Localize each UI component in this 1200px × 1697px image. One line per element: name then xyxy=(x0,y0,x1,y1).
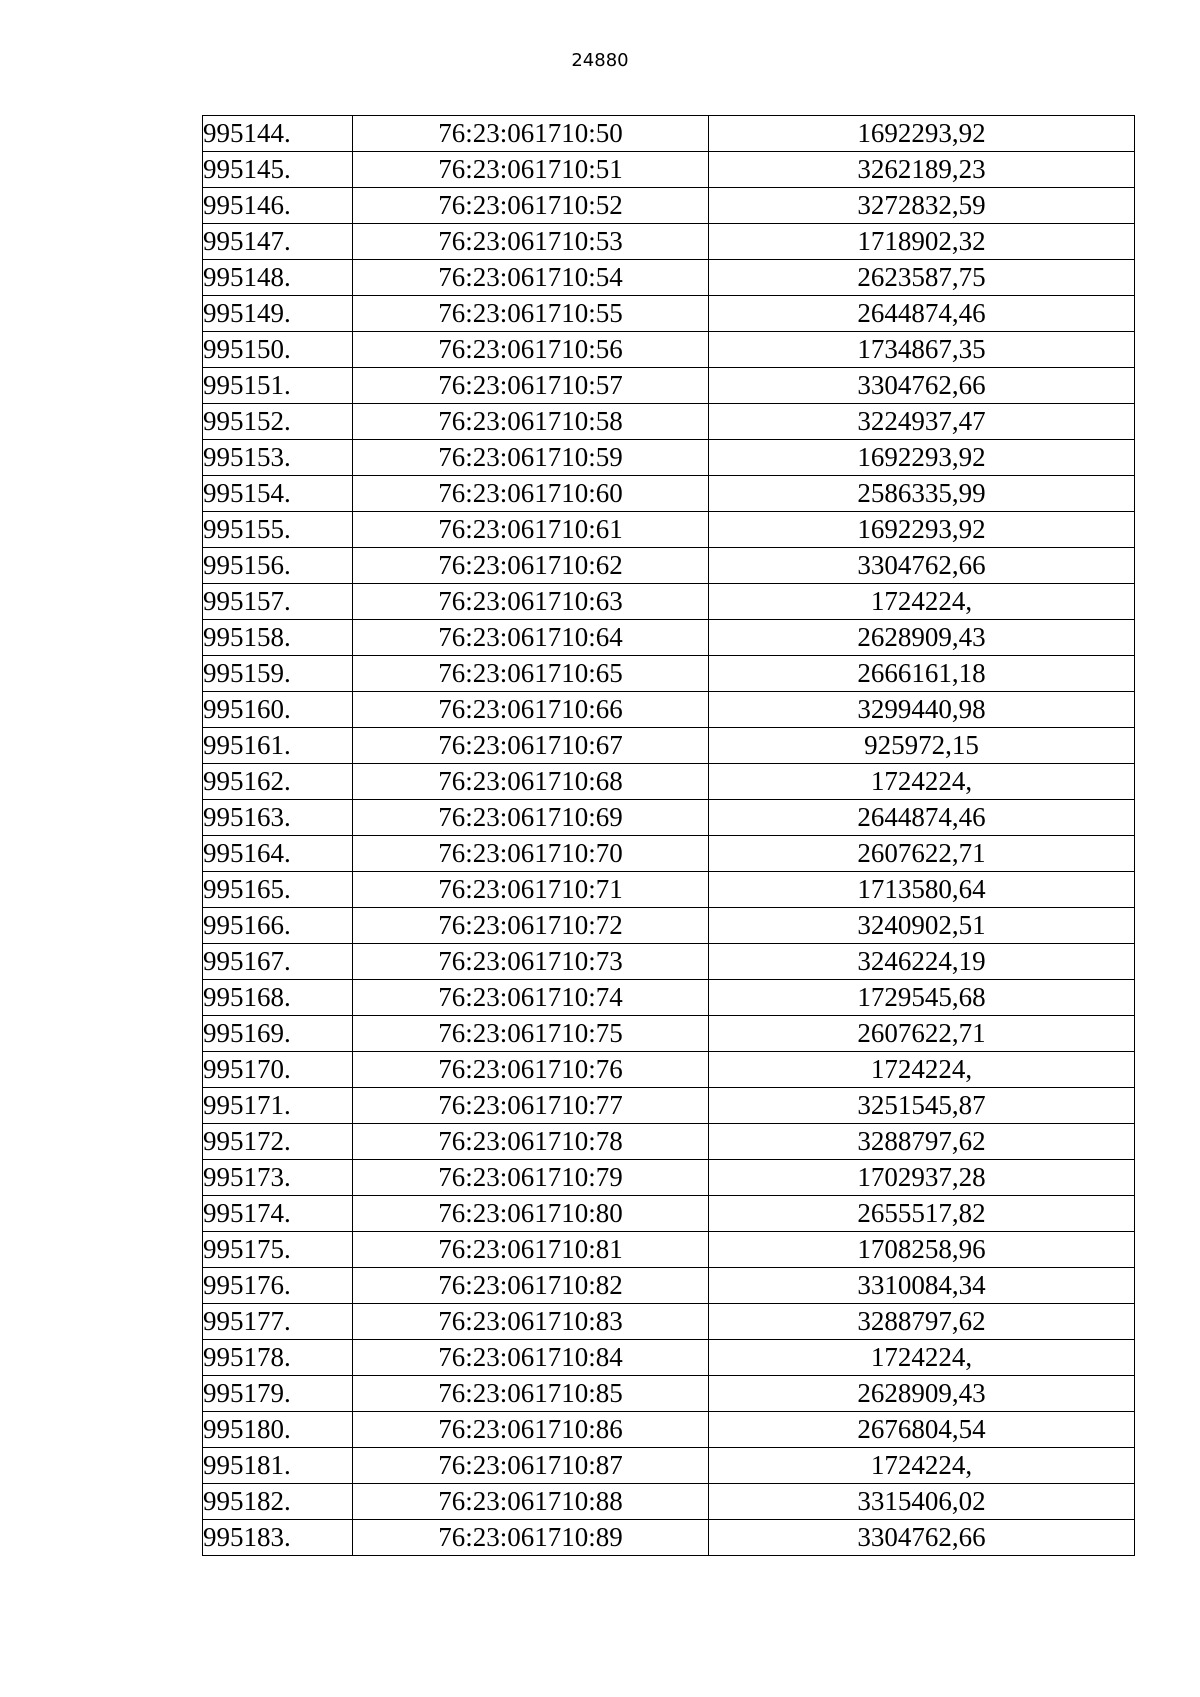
row-number-cell: 995156. xyxy=(203,548,353,584)
row-number-cell: 995181. xyxy=(203,1448,353,1484)
table-row xyxy=(203,980,1135,1016)
cadastral-value-cell: 3299440,98 xyxy=(709,692,1135,728)
row-number-cell: 995169. xyxy=(203,1016,353,1052)
row-number-cell: 995162. xyxy=(203,764,353,800)
cadastral-number-cell: 76:23:061710:61 xyxy=(353,512,709,548)
row-number-cell: 995155. xyxy=(203,512,353,548)
cadastral-number-cell: 76:23:061710:65 xyxy=(353,656,709,692)
cadastral-value-cell: 1708258,96 xyxy=(709,1232,1135,1268)
cadastral-value-cell: 3304762,66 xyxy=(709,548,1135,584)
cadastral-number-cell: 76:23:061710:79 xyxy=(353,1160,709,1196)
cadastral-value-cell: 2628909,43 xyxy=(709,1376,1135,1412)
row-number-cell: 995145. xyxy=(203,152,353,188)
cadastral-number-cell: 76:23:061710:55 xyxy=(353,296,709,332)
cadastral-value-cell: 3288797,62 xyxy=(709,1304,1135,1340)
cadastral-number-cell: 76:23:061710:80 xyxy=(353,1196,709,1232)
cadastral-value-cell: 3262189,23 xyxy=(709,152,1135,188)
cadastral-value-cell: 3224937,47 xyxy=(709,404,1135,440)
table-row xyxy=(203,1412,1135,1448)
row-number-cell: 995174. xyxy=(203,1196,353,1232)
cadastral-number-cell: 76:23:061710:56 xyxy=(353,332,709,368)
cadastral-number-cell: 76:23:061710:63 xyxy=(353,584,709,620)
cadastral-value-cell: 1718902,32 xyxy=(709,224,1135,260)
cadastral-value-cell: 2644874,46 xyxy=(709,296,1135,332)
row-number-cell: 995166. xyxy=(203,908,353,944)
cadastral-number-cell: 76:23:061710:78 xyxy=(353,1124,709,1160)
cadastral-value-cell: 1724224, xyxy=(709,1448,1135,1484)
cadastral-number-cell: 76:23:061710:72 xyxy=(353,908,709,944)
table-row xyxy=(203,368,1135,404)
row-number-cell: 995144. xyxy=(203,116,353,152)
table-row xyxy=(203,764,1135,800)
page-number: 24880 xyxy=(571,50,629,71)
row-number-cell: 995175. xyxy=(203,1232,353,1268)
row-number-cell: 995149. xyxy=(203,296,353,332)
row-number-cell: 995146. xyxy=(203,188,353,224)
table-row xyxy=(203,872,1135,908)
cadastral-number-cell: 76:23:061710:58 xyxy=(353,404,709,440)
cadastral-number-cell: 76:23:061710:85 xyxy=(353,1376,709,1412)
cadastral-number-cell: 76:23:061710:74 xyxy=(353,980,709,1016)
row-number-cell: 995152. xyxy=(203,404,353,440)
cadastral-number-cell: 76:23:061710:77 xyxy=(353,1088,709,1124)
row-number-cell: 995173. xyxy=(203,1160,353,1196)
row-number-cell: 995171. xyxy=(203,1088,353,1124)
cadastral-number-cell: 76:23:061710:87 xyxy=(353,1448,709,1484)
cadastral-number-cell: 76:23:061710:53 xyxy=(353,224,709,260)
cadastral-value-cell: 1692293,92 xyxy=(709,512,1135,548)
cadastral-number-cell: 76:23:061710:81 xyxy=(353,1232,709,1268)
cadastral-value-cell: 2676804,54 xyxy=(709,1412,1135,1448)
row-number-cell: 995170. xyxy=(203,1052,353,1088)
cadastral-value-cell: 1734867,35 xyxy=(709,332,1135,368)
cadastral-value-cell: 3288797,62 xyxy=(709,1124,1135,1160)
table-row xyxy=(203,1160,1135,1196)
table-row xyxy=(203,332,1135,368)
cadastral-number-cell: 76:23:061710:76 xyxy=(353,1052,709,1088)
cadastral-value-cell: 1724224, xyxy=(709,1052,1135,1088)
cadastral-number-cell: 76:23:061710:60 xyxy=(353,476,709,512)
cadastral-number-cell: 76:23:061710:70 xyxy=(353,836,709,872)
cadastral-value-cell: 1702937,28 xyxy=(709,1160,1135,1196)
row-number-cell: 995158. xyxy=(203,620,353,656)
cadastral-number-cell: 76:23:061710:64 xyxy=(353,620,709,656)
cadastral-value-cell: 2628909,43 xyxy=(709,620,1135,656)
cadastral-number-cell: 76:23:061710:82 xyxy=(353,1268,709,1304)
cadastral-value-table xyxy=(202,115,1135,1556)
table-row xyxy=(203,476,1135,512)
table-row xyxy=(203,944,1135,980)
cadastral-value-cell: 2623587,75 xyxy=(709,260,1135,296)
table-row xyxy=(203,188,1135,224)
row-number-cell: 995172. xyxy=(203,1124,353,1160)
table-row xyxy=(203,836,1135,872)
row-number-cell: 995150. xyxy=(203,332,353,368)
cadastral-value-cell: 2666161,18 xyxy=(709,656,1135,692)
cadastral-value-cell: 3315406,02 xyxy=(709,1484,1135,1520)
cadastral-value-cell: 3304762,66 xyxy=(709,1520,1135,1556)
table-row xyxy=(203,1268,1135,1304)
row-number-cell: 995154. xyxy=(203,476,353,512)
table-row xyxy=(203,548,1135,584)
cadastral-value-cell: 1713580,64 xyxy=(709,872,1135,908)
row-number-cell: 995157. xyxy=(203,584,353,620)
cadastral-value-cell: 1692293,92 xyxy=(709,116,1135,152)
cadastral-value-cell: 1724224, xyxy=(709,584,1135,620)
table-row xyxy=(203,1304,1135,1340)
table-row xyxy=(203,1124,1135,1160)
table-row xyxy=(203,1052,1135,1088)
cadastral-number-cell: 76:23:061710:59 xyxy=(353,440,709,476)
cadastral-number-cell: 76:23:061710:50 xyxy=(353,116,709,152)
table-row xyxy=(203,224,1135,260)
cadastral-value-cell: 1729545,68 xyxy=(709,980,1135,1016)
row-number-cell: 995179. xyxy=(203,1376,353,1412)
cadastral-number-cell: 76:23:061710:68 xyxy=(353,764,709,800)
table-row xyxy=(203,1448,1135,1484)
table-row xyxy=(203,404,1135,440)
row-number-cell: 995180. xyxy=(203,1412,353,1448)
cadastral-value-cell: 2607622,71 xyxy=(709,1016,1135,1052)
table-row xyxy=(203,656,1135,692)
table-row xyxy=(203,620,1135,656)
cadastral-number-cell: 76:23:061710:51 xyxy=(353,152,709,188)
cadastral-number-cell: 76:23:061710:66 xyxy=(353,692,709,728)
cadastral-value-cell: 3240902,51 xyxy=(709,908,1135,944)
row-number-cell: 995163. xyxy=(203,800,353,836)
cadastral-number-cell: 76:23:061710:84 xyxy=(353,1340,709,1376)
cadastral-value-cell: 2586335,99 xyxy=(709,476,1135,512)
row-number-cell: 995183. xyxy=(203,1520,353,1556)
cadastral-number-cell: 76:23:061710:67 xyxy=(353,728,709,764)
cadastral-number-cell: 76:23:061710:75 xyxy=(353,1016,709,1052)
row-number-cell: 995164. xyxy=(203,836,353,872)
table-row xyxy=(203,440,1135,476)
cadastral-number-cell: 76:23:061710:62 xyxy=(353,548,709,584)
cadastral-value-cell: 3310084,34 xyxy=(709,1268,1135,1304)
row-number-cell: 995176. xyxy=(203,1268,353,1304)
cadastral-number-cell: 76:23:061710:69 xyxy=(353,800,709,836)
table-row xyxy=(203,116,1135,152)
table-row xyxy=(203,1088,1135,1124)
table-row xyxy=(203,1016,1135,1052)
row-number-cell: 995153. xyxy=(203,440,353,476)
cadastral-value-cell: 1692293,92 xyxy=(709,440,1135,476)
table-row xyxy=(203,260,1135,296)
cadastral-number-cell: 76:23:061710:71 xyxy=(353,872,709,908)
cadastral-value-cell: 3246224,19 xyxy=(709,944,1135,980)
table-row xyxy=(203,1376,1135,1412)
table-row xyxy=(203,1340,1135,1376)
row-number-cell: 995182. xyxy=(203,1484,353,1520)
table-row xyxy=(203,692,1135,728)
cadastral-number-cell: 76:23:061710:86 xyxy=(353,1412,709,1448)
row-number-cell: 995168. xyxy=(203,980,353,1016)
cadastral-value-cell: 3251545,87 xyxy=(709,1088,1135,1124)
table-row xyxy=(203,728,1135,764)
table-row xyxy=(203,800,1135,836)
cadastral-value-cell: 925972,15 xyxy=(709,728,1135,764)
row-number-cell: 995167. xyxy=(203,944,353,980)
cadastral-number-cell: 76:23:061710:83 xyxy=(353,1304,709,1340)
cadastral-number-cell: 76:23:061710:73 xyxy=(353,944,709,980)
cadastral-number-cell: 76:23:061710:52 xyxy=(353,188,709,224)
row-number-cell: 995147. xyxy=(203,224,353,260)
cadastral-number-cell: 76:23:061710:54 xyxy=(353,260,709,296)
row-number-cell: 995148. xyxy=(203,260,353,296)
table-row xyxy=(203,512,1135,548)
cadastral-value-cell: 1724224, xyxy=(709,764,1135,800)
row-number-cell: 995177. xyxy=(203,1304,353,1340)
cadastral-number-cell: 76:23:061710:89 xyxy=(353,1520,709,1556)
cadastral-value-cell: 2655517,82 xyxy=(709,1196,1135,1232)
cadastral-value-cell: 3272832,59 xyxy=(709,188,1135,224)
table-row xyxy=(203,1520,1135,1556)
cadastral-value-cell: 2607622,71 xyxy=(709,836,1135,872)
cadastral-value-cell: 2644874,46 xyxy=(709,800,1135,836)
table-body xyxy=(203,116,1135,1556)
row-number-cell: 995160. xyxy=(203,692,353,728)
table-row xyxy=(203,908,1135,944)
cadastral-value-cell: 1724224, xyxy=(709,1340,1135,1376)
table-row xyxy=(203,1196,1135,1232)
row-number-cell: 995159. xyxy=(203,656,353,692)
row-number-cell: 995161. xyxy=(203,728,353,764)
table-row xyxy=(203,1484,1135,1520)
cadastral-number-cell: 76:23:061710:57 xyxy=(353,368,709,404)
row-number-cell: 995178. xyxy=(203,1340,353,1376)
table-row xyxy=(203,584,1135,620)
table-row xyxy=(203,1232,1135,1268)
table-row xyxy=(203,296,1135,332)
row-number-cell: 995165. xyxy=(203,872,353,908)
cadastral-number-cell: 76:23:061710:88 xyxy=(353,1484,709,1520)
table-row xyxy=(203,152,1135,188)
row-number-cell: 995151. xyxy=(203,368,353,404)
cadastral-value-cell: 3304762,66 xyxy=(709,368,1135,404)
